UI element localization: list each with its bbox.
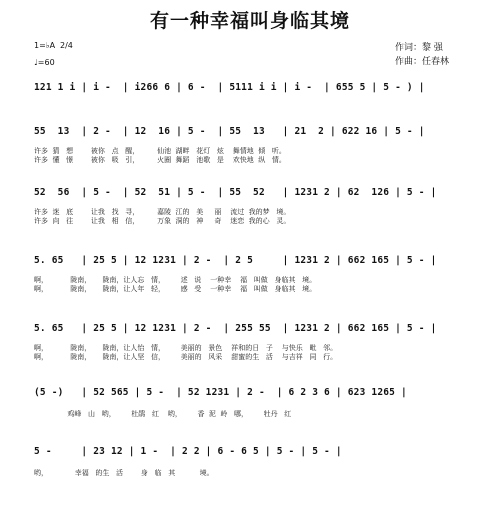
lyric-line: 啊， 陇南， 陇南，让人年 轻， 感 受 一种幸 福 叫做 身临其 境。	[34, 285, 317, 293]
lyric-line: 许多 迷 底 让我 找 寻， 嘉陵 江的 美 丽 流过 我的梦 境。	[34, 208, 291, 216]
score-row-notes: 52 56 | 5 - | 52 51 | 5 - | 55 52 | 1231 2 | 62 126 | 5 - |	[34, 187, 437, 198]
score-row-notes: 5. 65 | 25 5 | 12 1231 | 2 - | 2 5 | 1231 2 | 662 165 | 5 - |	[34, 255, 437, 266]
composer-credit: 作曲：任春林	[395, 57, 450, 67]
lyric-line: 许多 向 往 让我 相 信， 万象 洞的 神 奇 迷恋 我的心 灵。	[34, 217, 291, 225]
lyric-line: 啊， 陇南， 陇南，让人忘 情， 述 说 一种幸 福 叫做 身临其 境。	[34, 276, 317, 284]
time-signature: 2/4	[60, 41, 73, 50]
score-row-notes: 5 - | 23 12 | 1 - | 2 2 | 6 - 6 5 | 5 - | 5 - |	[34, 446, 342, 457]
page-title: 有一种幸福叫身临其境	[149, 10, 350, 32]
lyric-line: 啊， 陇南， 陇南，让人坚 信， 美丽的 风采 甜蜜的生 活 与吉祥 同 行。	[34, 353, 338, 361]
tempo-marking: ♩=60	[34, 58, 55, 67]
key-signature: 1=♭A	[34, 41, 56, 50]
lyric-line: 许多 懂 憬 被你 吸 引， 火圈 舞蹈 池歌 是 欢快地 纵 情。	[34, 156, 286, 164]
lyric-line: 许多 猜 想 被你 点 醒， 仙池 湖畔 花灯 炫 舞情地 倾 听。	[34, 147, 286, 155]
score-row-notes: 55 13 | 2 - | 12 16 | 5 - | 55 13 | 21 2 | 622 16 | 5 - |	[34, 126, 425, 137]
lyric-line: 哟， 幸福 的生 活 身 临 其 境。	[34, 469, 214, 477]
score-row-notes: 121 1 i | i - | i266 6 | 6 - | 5111 i i | i - | 655 5 | 5 - ) |	[34, 82, 425, 93]
score-row-notes: 5. 65 | 25 5 | 12 1231 | 2 - | 255 55 | 1231 2 | 662 165 | 5 - |	[34, 323, 437, 334]
lyricist-credit: 作词：黎 强	[395, 43, 443, 53]
lyric-line: 鸡峰 山 哟， 杜鹃 红 哟， 香 泥 岭 哪， 牡丹 红	[34, 410, 292, 418]
lyric-line: 啊， 陇南， 陇南，让人怡 情， 美丽的 景色 祥和的日 子 与快乐 毗 邻。	[34, 344, 338, 352]
score-row-notes: (5 -) | 52 565 | 5 - | 52 1231 | 2 - | 6 2 3 6 | 623 1265 |	[34, 387, 407, 398]
